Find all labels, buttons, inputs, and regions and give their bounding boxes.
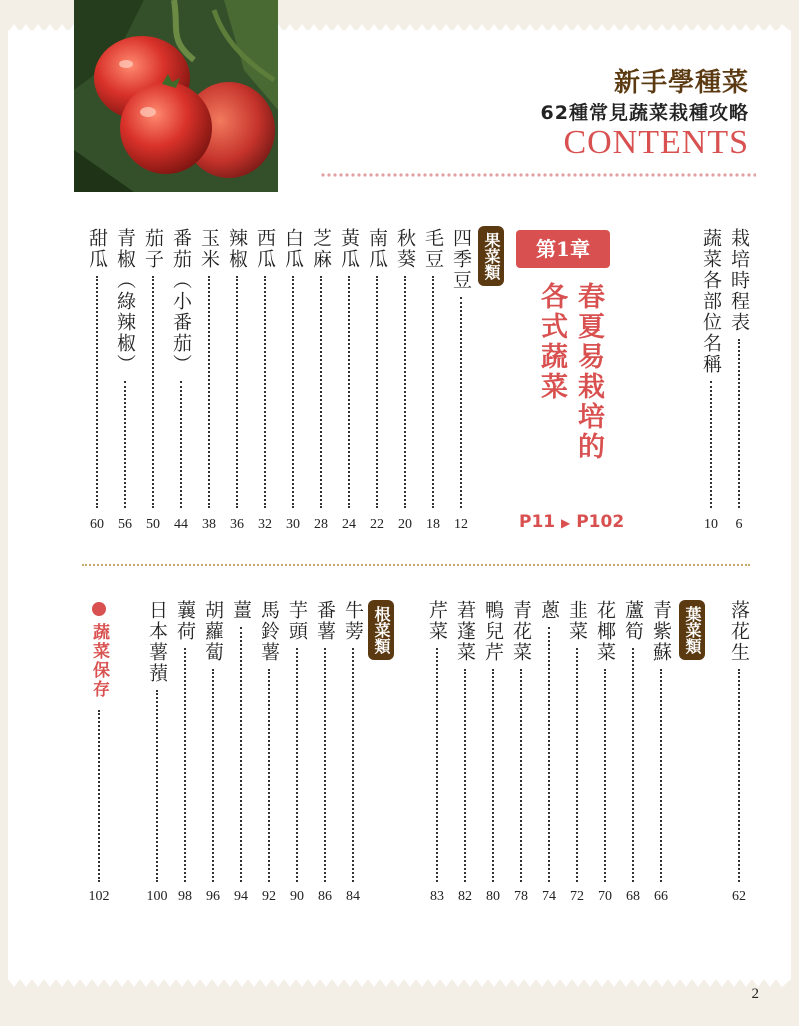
toc-fruit-1-page: 18 bbox=[426, 517, 440, 532]
toc-fruit-11[interactable] bbox=[140, 228, 166, 270]
category-leaf-badge: 葉菜類 bbox=[679, 600, 705, 660]
toc-fruit-5-page: 28 bbox=[314, 517, 328, 532]
toc-fruit-1[interactable] bbox=[420, 228, 446, 270]
toc-root-1[interactable] bbox=[312, 600, 338, 642]
toc-fruit-10-leader-dots bbox=[180, 381, 182, 508]
toc-fruit-9-page: 38 bbox=[202, 517, 216, 532]
toc-leaf-4[interactable] bbox=[536, 600, 562, 621]
toc-fruit-8-page: 36 bbox=[230, 517, 244, 532]
toc-leaf-7-label: 莙蓬菜 bbox=[454, 600, 476, 663]
chapter-page-range bbox=[519, 512, 624, 532]
toc-leaf-8-page: 83 bbox=[430, 889, 444, 904]
toc-root-4-page: 94 bbox=[234, 889, 248, 904]
contents-heading: CONTENTS bbox=[563, 124, 749, 161]
toc-fruit-5-label: 芝麻 bbox=[310, 228, 332, 270]
toc-peanut-leader-dots bbox=[738, 669, 740, 882]
storage-label: 蔬菜保存 bbox=[89, 623, 109, 699]
toc-fruit-9-leader-dots bbox=[208, 276, 210, 508]
toc-fruit-2-label: 秋葵 bbox=[394, 228, 416, 270]
toc-root-7-label: 日本薯蕷 bbox=[146, 600, 168, 684]
toc-fruit-10-label: 番茄（小番茄） bbox=[170, 228, 192, 375]
toc-leaf-2-page: 70 bbox=[598, 889, 612, 904]
toc-leaf-4-label: 蔥 bbox=[538, 600, 560, 621]
toc-fruit-12-leader-dots bbox=[124, 381, 126, 508]
category-root-badge: 根菜類 bbox=[368, 600, 394, 660]
toc-fruit-10[interactable] bbox=[168, 228, 194, 375]
toc-fruit-3[interactable] bbox=[364, 228, 390, 270]
arrow-right-icon: ▶ bbox=[561, 516, 571, 530]
dotted-divider bbox=[320, 172, 756, 178]
toc-leaf-1-leader-dots bbox=[632, 648, 634, 882]
toc-fruit-12-page: 56 bbox=[118, 517, 132, 532]
toc-fruit-13-page: 60 bbox=[90, 517, 104, 532]
toc-intro-0[interactable] bbox=[726, 228, 752, 333]
toc-root-5-leader-dots bbox=[212, 669, 214, 882]
toc-root-2[interactable] bbox=[284, 600, 310, 642]
toc-leaf-2-leader-dots bbox=[604, 669, 606, 882]
toc-fruit-6[interactable] bbox=[280, 228, 306, 270]
toc-root-3-leader-dots bbox=[268, 669, 270, 882]
toc-leaf-6[interactable] bbox=[480, 600, 506, 663]
toc-fruit-2-leader-dots bbox=[404, 276, 406, 508]
toc-fruit-13-label: 甜瓜 bbox=[86, 228, 108, 270]
toc-fruit-0-label: 四季豆 bbox=[450, 228, 472, 291]
toc-intro-1[interactable] bbox=[698, 228, 724, 375]
toc-fruit-0-page: 12 bbox=[454, 517, 468, 532]
toc-leaf-6-label: 鴨兒芹 bbox=[482, 600, 504, 663]
toc-leaf-0-leader-dots bbox=[660, 669, 662, 882]
toc-fruit-13-leader-dots bbox=[96, 276, 98, 508]
range-end: P102 bbox=[576, 512, 625, 532]
toc-intro-0-label: 栽培時程表 bbox=[728, 228, 750, 333]
storage-bullet-icon bbox=[92, 602, 106, 616]
toc-root-1-leader-dots bbox=[324, 648, 326, 882]
toc-root-6-leader-dots bbox=[184, 648, 186, 882]
toc-storage-leader-dots bbox=[98, 710, 100, 882]
bottom-zigzag-border bbox=[8, 979, 791, 989]
toc-fruit-8-label: 辣椒 bbox=[226, 228, 248, 270]
toc-leaf-0[interactable] bbox=[648, 600, 674, 663]
toc-fruit-7-page: 32 bbox=[258, 517, 272, 532]
chapter-title-line2: 各式蔬菜 bbox=[536, 282, 567, 402]
toc-root-4-label: 薑 bbox=[230, 600, 252, 621]
toc-fruit-7-leader-dots bbox=[264, 276, 266, 508]
toc-fruit-12-label: 青椒（綠辣椒） bbox=[114, 228, 136, 375]
toc-root-4[interactable] bbox=[228, 600, 254, 621]
book-subtitle: 62種常見蔬菜栽種攻略 bbox=[540, 102, 749, 124]
toc-leaf-1[interactable] bbox=[620, 600, 646, 642]
chapter-badge: 第1章 bbox=[516, 230, 610, 268]
toc-root-2-page: 90 bbox=[290, 889, 304, 904]
toc-leaf-2[interactable] bbox=[592, 600, 618, 663]
toc-fruit-10-page: 44 bbox=[174, 517, 188, 532]
toc-fruit-4[interactable] bbox=[336, 228, 362, 270]
toc-fruit-11-label: 茄子 bbox=[142, 228, 164, 270]
toc-root-6-page: 98 bbox=[178, 889, 192, 904]
tomato-photo bbox=[74, 0, 278, 192]
toc-fruit-7[interactable] bbox=[252, 228, 278, 270]
toc-root-0-label: 牛蒡 bbox=[342, 600, 364, 642]
toc-fruit-6-label: 白瓜 bbox=[282, 228, 304, 270]
book-title: 新手學種菜 bbox=[613, 68, 749, 98]
toc-leaf-3-label: 韭菜 bbox=[566, 600, 588, 642]
toc-fruit-3-label: 南瓜 bbox=[366, 228, 388, 270]
toc-root-4-leader-dots bbox=[240, 627, 242, 882]
toc-root-5-page: 96 bbox=[206, 889, 220, 904]
toc-leaf-8-label: 芹菜 bbox=[426, 600, 448, 642]
range-start: P11 bbox=[519, 512, 556, 532]
page bbox=[8, 0, 791, 1026]
toc-root-7-page: 100 bbox=[146, 889, 168, 904]
toc-intro-1-page: 10 bbox=[704, 517, 718, 532]
toc-leaf-7[interactable] bbox=[452, 600, 478, 663]
toc-storage-page: 102 bbox=[88, 889, 110, 904]
toc-fruit-1-label: 毛豆 bbox=[422, 228, 444, 270]
toc-fruit-11-page: 50 bbox=[146, 517, 160, 532]
chapter-title-line1: 春夏易栽培的 bbox=[573, 282, 604, 462]
toc-root-7[interactable] bbox=[144, 600, 170, 684]
section-separator bbox=[82, 564, 750, 566]
toc-root-3-label: 馬鈴薯 bbox=[258, 600, 280, 663]
toc-leaf-6-page: 80 bbox=[486, 889, 500, 904]
toc-leaf-5-page: 78 bbox=[514, 889, 528, 904]
toc-intro-1-label: 蔬菜各部位名稱 bbox=[700, 228, 722, 375]
toc-leaf-5-label: 青花菜 bbox=[510, 600, 532, 663]
toc-root-7-leader-dots bbox=[156, 690, 158, 882]
toc-root-6[interactable] bbox=[172, 600, 198, 642]
toc-fruit-9-label: 玉米 bbox=[198, 228, 220, 270]
toc-fruit-2[interactable] bbox=[392, 228, 418, 270]
toc-root-0-leader-dots bbox=[352, 648, 354, 882]
toc-fruit-11-leader-dots bbox=[152, 276, 154, 508]
toc-fruit-3-page: 22 bbox=[370, 517, 384, 532]
toc-leaf-6-leader-dots bbox=[492, 669, 494, 882]
toc-fruit-12[interactable] bbox=[112, 228, 138, 375]
toc-fruit-2-page: 20 bbox=[398, 517, 412, 532]
toc-intro-0-leader-dots bbox=[738, 339, 740, 508]
toc-leaf-7-page: 82 bbox=[458, 889, 472, 904]
toc-peanut-label: 落花生 bbox=[728, 600, 750, 663]
toc-leaf-3-page: 72 bbox=[570, 889, 584, 904]
toc-leaf-4-leader-dots bbox=[548, 627, 550, 882]
toc-leaf-1-page: 68 bbox=[626, 889, 640, 904]
toc-fruit-6-page: 30 bbox=[286, 517, 300, 532]
toc-leaf-8[interactable] bbox=[424, 600, 450, 642]
toc-fruit-9[interactable] bbox=[196, 228, 222, 270]
toc-fruit-8[interactable] bbox=[224, 228, 250, 270]
toc-root-3-page: 92 bbox=[262, 889, 276, 904]
toc-fruit-0-leader-dots bbox=[460, 297, 462, 508]
toc-leaf-8-leader-dots bbox=[436, 648, 438, 882]
toc-leaf-0-page: 66 bbox=[654, 889, 668, 904]
toc-leaf-3[interactable] bbox=[564, 600, 590, 642]
toc-fruit-0[interactable] bbox=[448, 228, 474, 291]
toc-root-1-label: 番薯 bbox=[314, 600, 336, 642]
toc-root-5[interactable] bbox=[200, 600, 226, 663]
toc-root-5-label: 胡蘿蔔 bbox=[202, 600, 224, 663]
toc-leaf-0-label: 青紫蘇 bbox=[650, 600, 672, 663]
toc-leaf-7-leader-dots bbox=[464, 669, 466, 882]
toc-root-3[interactable] bbox=[256, 600, 282, 663]
toc-root-2-leader-dots bbox=[296, 648, 298, 882]
toc-fruit-1-leader-dots bbox=[432, 276, 434, 508]
toc-fruit-4-page: 24 bbox=[342, 517, 356, 532]
toc-leaf-5-leader-dots bbox=[520, 669, 522, 882]
toc-fruit-5[interactable] bbox=[308, 228, 334, 270]
toc-fruit-4-label: 黃瓜 bbox=[338, 228, 360, 270]
toc-fruit-8-leader-dots bbox=[236, 276, 238, 508]
toc-root-2-label: 芋頭 bbox=[286, 600, 308, 642]
toc-peanut-page: 62 bbox=[732, 889, 746, 904]
toc-leaf-5[interactable] bbox=[508, 600, 534, 663]
toc-peanut[interactable] bbox=[726, 600, 752, 663]
toc-fruit-7-label: 西瓜 bbox=[254, 228, 276, 270]
toc-leaf-3-leader-dots bbox=[576, 648, 578, 882]
toc-fruit-3-leader-dots bbox=[376, 276, 378, 508]
toc-fruit-13[interactable] bbox=[84, 228, 110, 270]
toc-intro-1-leader-dots bbox=[710, 381, 712, 508]
toc-root-6-label: 蘘荷 bbox=[174, 600, 196, 642]
toc-root-0[interactable] bbox=[340, 600, 366, 642]
toc-fruit-5-leader-dots bbox=[320, 276, 322, 508]
toc-fruit-4-leader-dots bbox=[348, 276, 350, 508]
toc-leaf-1-label: 蘆筍 bbox=[622, 600, 644, 642]
toc-intro-0-page: 6 bbox=[735, 517, 743, 532]
page-number: 2 bbox=[751, 986, 759, 1002]
toc-leaf-4-page: 74 bbox=[542, 889, 556, 904]
toc-root-0-page: 84 bbox=[346, 889, 360, 904]
toc-fruit-6-leader-dots bbox=[292, 276, 294, 508]
toc-root-1-page: 86 bbox=[318, 889, 332, 904]
category-fruit-badge: 果菜類 bbox=[478, 226, 504, 286]
toc-leaf-2-label: 花椰菜 bbox=[594, 600, 616, 663]
